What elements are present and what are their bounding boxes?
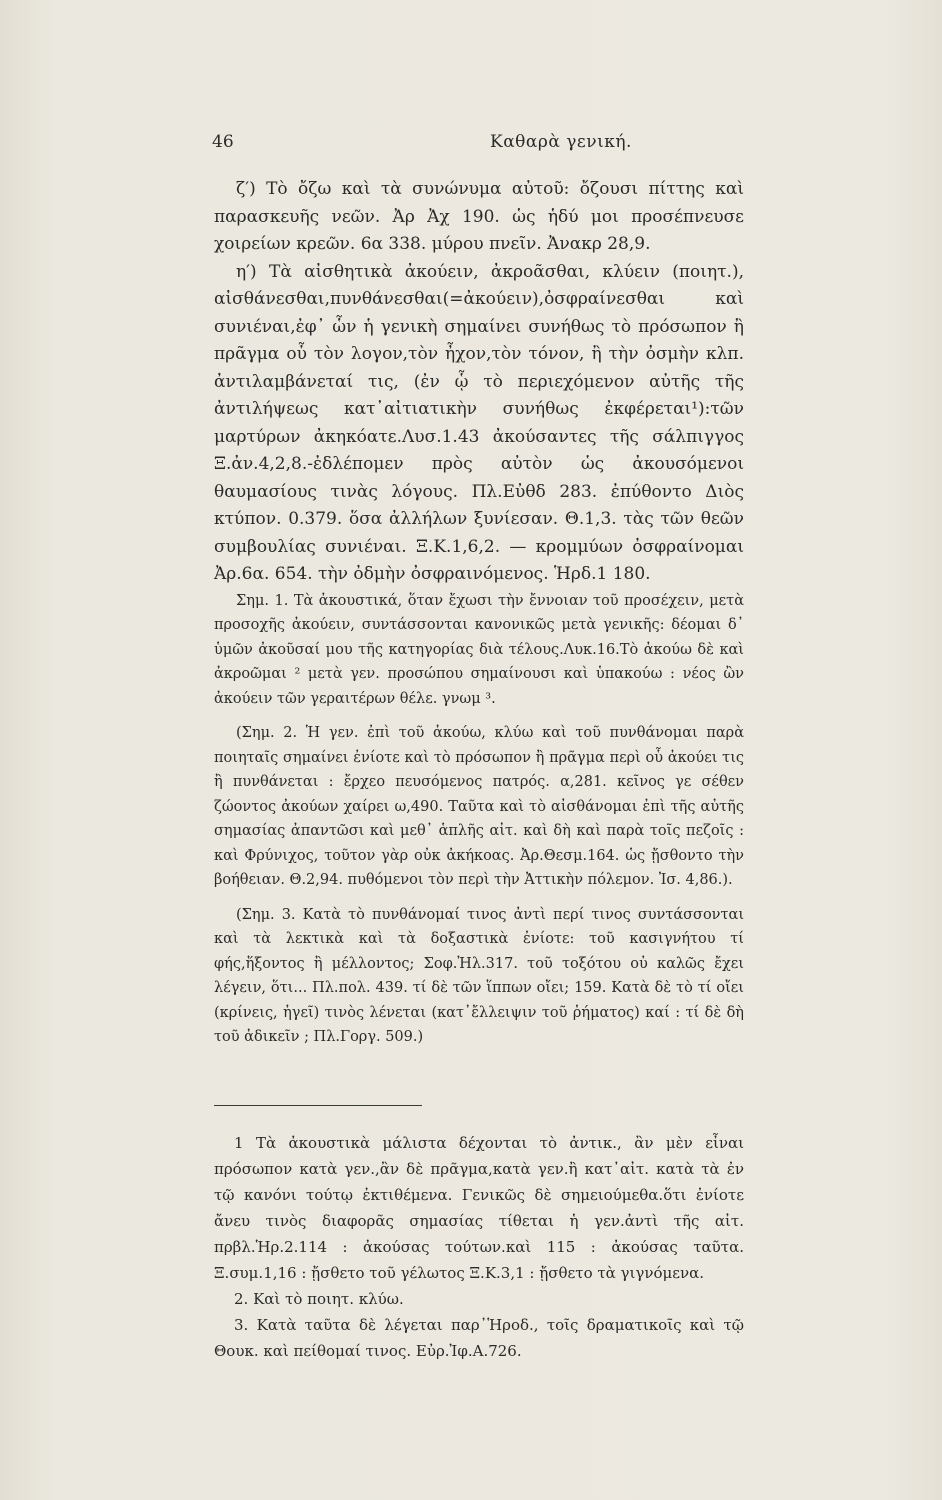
note-3: (Σημ. 3. Κατὰ τὸ πυνθάνομαί τινος ἀντὶ περί τινος συντάσσονται καὶ τὰ λεκτικὰ καὶ τὰ δοξαστικὰ ἐνίοτε: τοῦ κασιγνήτου τί φής,ἥξοντος ἢ μέλλοντος; Σοφ.Ἠλ.317. τοῦ τοξότου οὐ καλῶς ἔχει λέγειν, ὅτι... Πλ.πολ. 439. τί δὲ τῶν ἵππων οἴει; 159. Κατὰ δὲ τὸ τί οἴει (κρίνεις, ἡγεῖ) τινὸς λένεται (κατ᾽ἔλλειψιν τοῦ ῥήματος) καί : τί δὲ δὴ τοῦ ἀδικεῖν ; Πλ.Γοργ. 509.) bbox=[214, 906, 744, 1045]
note-2: (Σημ. 2. Ἡ γεν. ἐπὶ τοῦ ἀκούω, κλύω καὶ τοῦ πυνθάνομαι παρὰ ποιηταῖς σημαίνει ἐνίοτε καὶ τὸ πρόσωπον ἢ πρᾶγμα περὶ οὗ ἀκούει τις ἢ πυνθάνεται : ἔρχεο πευσόμενος πατρός. α,281. κεῖνος γε σέθεν ζώοντος ἀκούων χαίρει ω,490. Ταῦτα καὶ τὸ αἰσθάνομαι ἐπὶ τῆς αὐτῆς σημασίας ἀπαντῶσι καὶ μεθ᾽ ἁπλῆς αἰτ. καὶ δὴ καὶ παρὰ τοῖς πεζοῖς : καὶ Φρύνιχος, τοῦτον γὰρ οὐκ ἀκήκοας. Ἀρ.Θεσμ.164. ὡς ᾔσθοντο τὴν βοήθειαν. Θ.2,94. πυθόμενοι τὸν περὶ τὴν Ἀττικὴν πόλεμον. Ἰσ. 4,86.). bbox=[214, 725, 744, 888]
page-header bbox=[212, 132, 732, 154]
main-text bbox=[214, 176, 744, 1050]
page-number: 46 bbox=[212, 132, 234, 152]
footnotes bbox=[214, 1130, 744, 1364]
note-1: Σημ. 1. Τὰ ἀκουστικά, ὅταν ἔχωσι τὴν ἔννοιαν τοῦ προσέχειν, μετὰ προσοχῆς ἀκούειν, συντάσσονται κανονικῶς μετὰ γενικῆς: δέομαι δ᾽ ὑμῶν ἀκοῦσαί μου τῆς κατηγορίας διὰ τέλους.Λυκ.16.Τὸ ἀκούω δὲ καὶ ἀκροῶμαι ² μετὰ γεν. προσώπου σημαίνουσι καὶ ὑπακούω : νέος ὢν ἀκούειν τῶν γεραιτέρων θέλε. γνωμ ³. bbox=[214, 592, 744, 707]
section-zeta: ζ′) Τὸ ὄζω καὶ τὰ συνώνυμα αὐτοῦ: ὄζουσι πίττης καὶ παρασκευῆς νεῶν. Ἀρ Ἀχ 190. ὡς ἡδύ μοι προσέπνευσε χοιρείων κρεῶν. 6α 338. μύρου πνεῖν. Ἀνακρ 28,9. bbox=[214, 179, 744, 254]
footnote-1: 1 Τὰ ἀκουστικὰ μάλιστα δέχονται τὸ ἀντικ., ἂν μὲν εἶναι πρόσωπον κατὰ γεν.,ἂν δὲ πρᾶγμα,κατὰ γεν.ἢ κατ᾽αἰτ. κατὰ τὰ ἐν τῷ κανόνι τούτῳ ἐκτιθέμενα. Γενικῶς δὲ σημειούμεθα.ὅτι ἐνίοτε ἄνευ τινὸς διαφορᾶς σημασίας τίθεται ἡ γεν.ἀντὶ τῆς αἰτ. πρβλ.Ἡρ.2.114 : ἀκούσας τούτων.καὶ 115 : ἀκούσας ταῦτα. Ξ.συμ.1,16 : ᾔσθετο τοῦ γέλωτος Ξ.Κ.3,1 : ᾔσθετο τὰ γιγνόμενα. bbox=[214, 1134, 744, 1282]
footnote-2: 2. Καὶ τὸ ποιητ. κλύω. bbox=[234, 1290, 404, 1308]
footnote-separator bbox=[214, 1105, 422, 1106]
running-title: Καθαρὰ γενική. bbox=[490, 132, 632, 152]
section-eta: η′) Τὰ αἰσθητικὰ ἀκούειν, ἀκροᾶσθαι, κλύειν (ποιητ.), αἰσθάνεσθαι,πυνθάνεσθαι(=ἀκούειν),ὀσφραίνεσθαι καὶ συνιέναι,ἐφ᾽ ὧν ἡ γενικὴ σημαίνει συνήθως τὸ πρόσωπον ἢ πρᾶγμα οὗ τὸν λογον,τὸν ἦχον,τὸν τόνον, ἢ τὴν ὀσμὴν κλπ. ἀντιλαμβάνεταί τις, (ἐν ᾧ τὸ περιεχόμενον αὐτῆς τῆς ἀντιλήψεως κατ᾽αἰτιατικὴν συνήθως ἐκφέρεται¹):τῶν μαρτύρων ἀκηκόατε.Λυσ.1.43 ἀκούσαντες τῆς σάλπιγγος Ξ.ἀν.4,2,8.-ἐδλέπομεν πρὸς αὐτὸν ὡς ἀκουσόμενοι θαυμασίους τινὰς λόγους. Πλ.Εὐθδ 283. ἐπύθοντο Διὸς κτύπον. 0.379. ὅσα ἀλλήλων ξυνίεσαν. Θ.1,3. τὰς τῶν θεῶν συμβουλίας συνιέναι. Ξ.Κ.1,6,2. — κρομμύων ὀσφραίνομαι Ἀρ.6α. 654. τὴν ὀδμὴν ὀσφραινόμενος. Ἡρδ.1 180. bbox=[214, 261, 744, 584]
footnote-3: 3. Κατὰ ταῦτα δὲ λέγεται παρ᾽Ἡροδ., τοῖς δραματικοῖς καὶ τῷ Θουκ. καὶ πείθομαί τινος. Εὐρ.Ἰφ.Α.726. bbox=[214, 1316, 744, 1360]
